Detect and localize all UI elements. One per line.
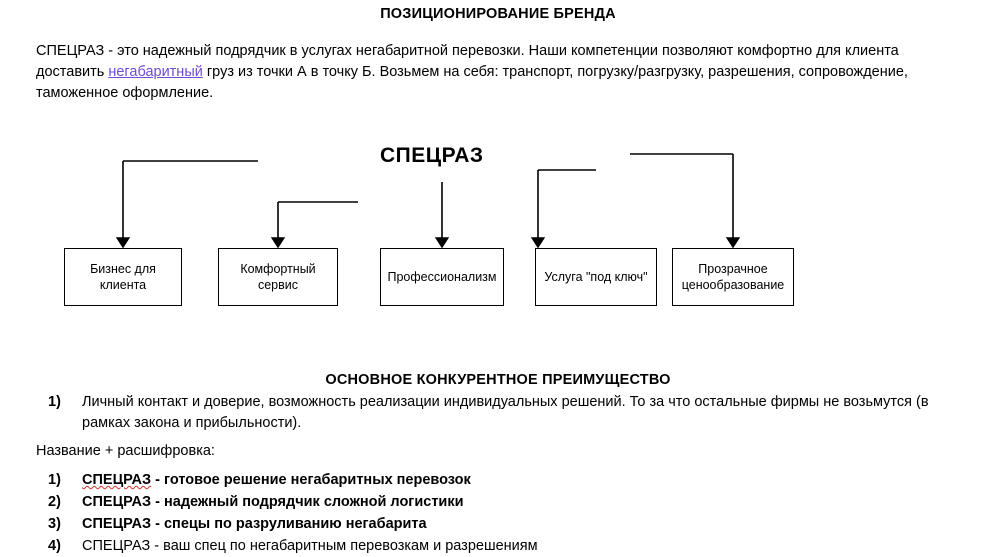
value-box-label: Прозрачное ценообразование: [681, 262, 785, 292]
competitive-advantage-list: [48, 392, 960, 434]
list-item-text: [82, 469, 960, 491]
value-box-client-business[interactable]: [64, 248, 182, 306]
value-box-label: Бизнес для клиента: [90, 262, 156, 292]
negabaritny-link[interactable]: негабаритный: [108, 63, 203, 80]
list-item: [48, 392, 960, 434]
brand-values-diagram: [0, 130, 996, 330]
list-item: [48, 469, 960, 491]
name-decoding-label: Название + расшифровка:: [36, 443, 215, 459]
list-item-text: [82, 491, 960, 513]
list-item: [48, 491, 960, 513]
value-box-professionalism[interactable]: [380, 248, 504, 306]
brand-tagline: - ваш спец по негабаритным перевозкам и разрешениям: [150, 538, 538, 554]
brand-positioning-paragraph: [36, 41, 952, 104]
value-box-label: Профессионализм: [387, 270, 497, 284]
value-box-label: Услуга "под ключ": [544, 270, 648, 284]
list-item: [48, 535, 960, 557]
brand-name: СПЕЦРАЗ: [82, 494, 152, 510]
list-item-number: 1): [48, 472, 61, 488]
brand-tagline: - готовое решение негабаритных перевозок: [151, 472, 471, 488]
brand-name: СПЕЦРАЗ: [82, 516, 152, 532]
value-box-transparent-pricing[interactable]: [672, 248, 794, 306]
list-item-number: 3): [48, 516, 61, 532]
competitive-advantage-title: ОСНОВНОЕ КОНКУРЕНТНОЕ ПРЕИМУЩЕСТВО: [325, 372, 671, 388]
paragraph-text-before-link: СПЕЦРАЗ - это надежный подрядчик в услугах негабаритной перевозки. Наши компетенции позволяют комфортно для клиента доставить: [36, 42, 899, 80]
list-item-text: [82, 513, 960, 535]
brand-name: СПЕЦРАЗ: [82, 538, 151, 554]
name-decoding-list: [48, 469, 960, 557]
list-item-text: [82, 535, 960, 557]
list-item-number: 2): [48, 494, 61, 510]
value-box-comfortable-service[interactable]: [218, 248, 338, 306]
brand-tagline: - надежный подрядчик сложной логистики: [151, 494, 464, 510]
brand-tagline: - спецы по разруливанию негабарита: [151, 516, 427, 532]
value-box-label: Комфортный сервис: [240, 262, 316, 292]
list-item-text: Личный контакт и доверие, возможность реализации индивидуальных решений. То за что остальные фирмы не возьмутся (в рамках закона и прибыльности).: [82, 394, 929, 431]
value-box-turnkey-service[interactable]: [535, 248, 657, 306]
brand-name: СПЕЦРАЗ: [82, 472, 152, 488]
diagram-brand-title: СПЕЦРАЗ: [380, 144, 484, 167]
brand-positioning-title: ПОЗИЦИОНИРОВАНИЕ БРЕНДА: [380, 6, 616, 22]
paragraph-text-after-link: груз из точки А в точку Б. Возьмем на себя: транспорт, погрузку/разгрузку, разрешения, сопровождение, таможенное оформление.: [36, 63, 908, 101]
list-item: [48, 513, 960, 535]
list-item-number: 1): [48, 394, 61, 410]
list-item-number: 4): [48, 538, 61, 554]
